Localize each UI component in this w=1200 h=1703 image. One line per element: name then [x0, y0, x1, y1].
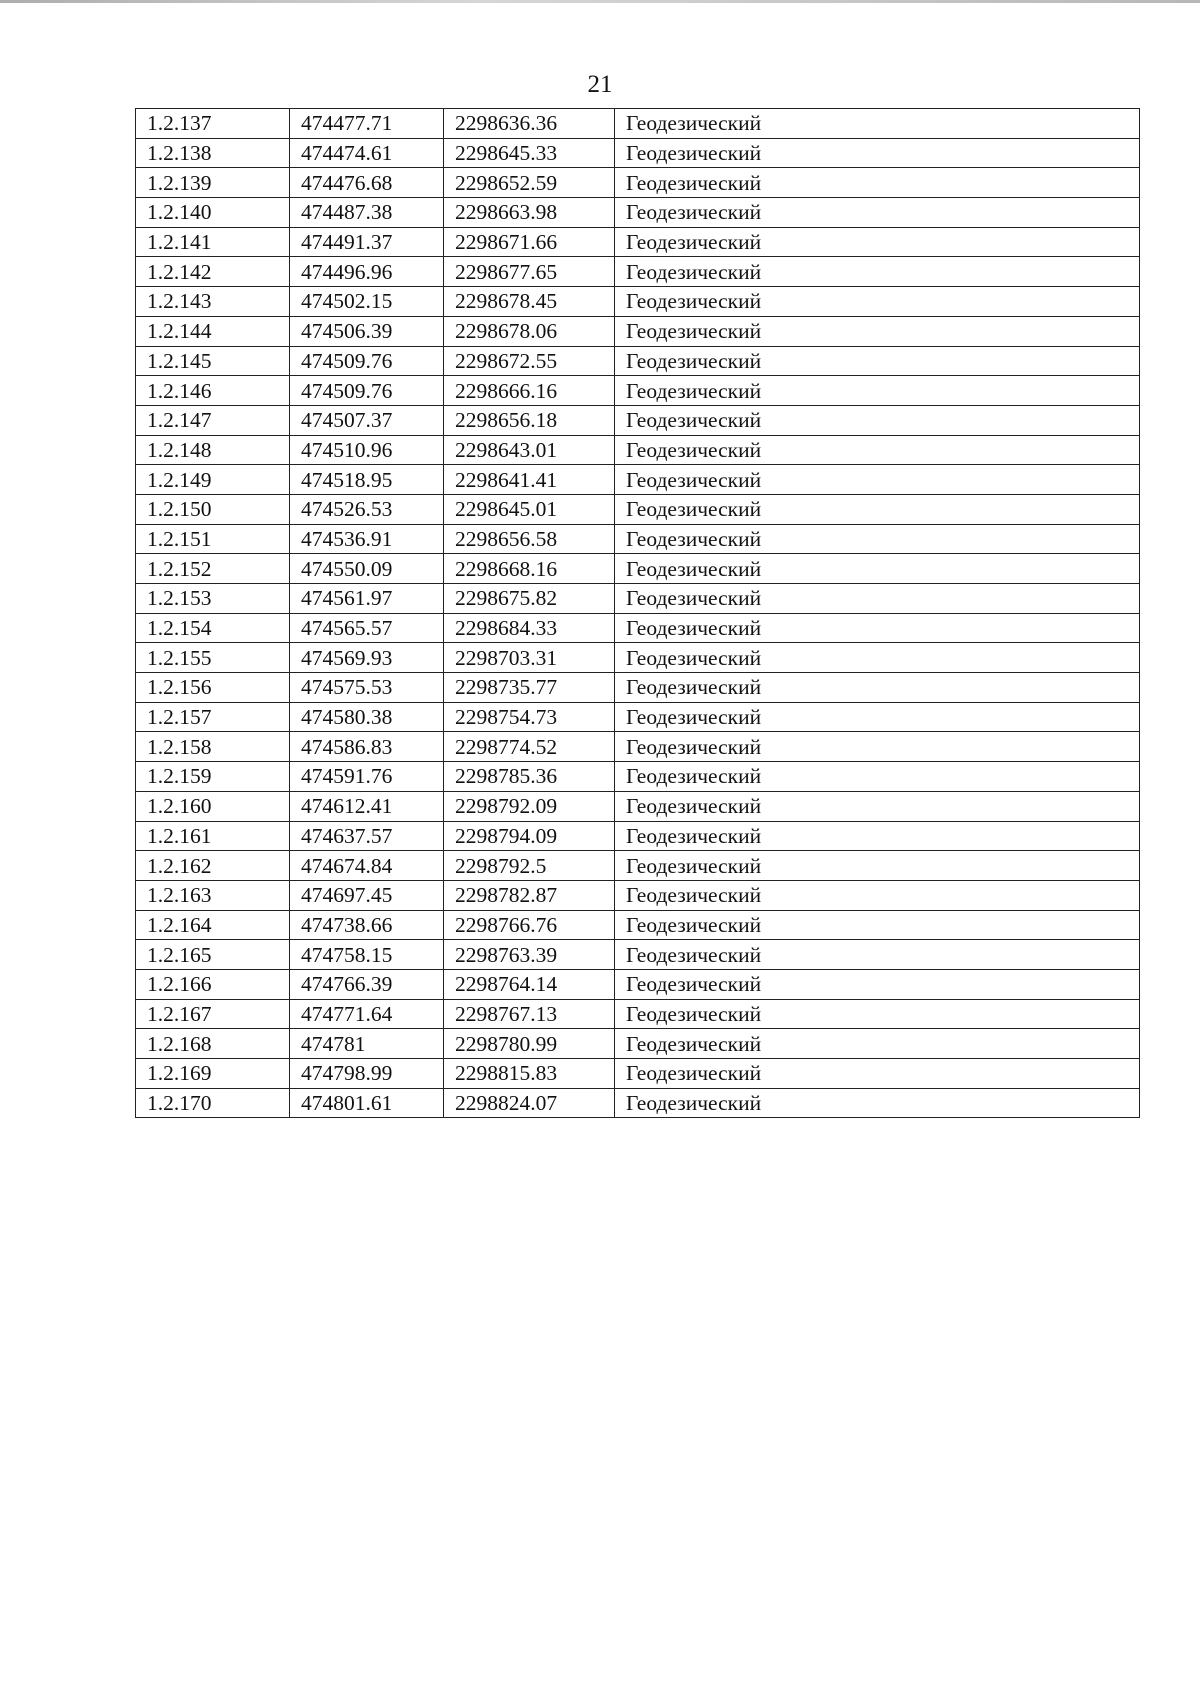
method-cell: Геодезический [615, 494, 1140, 524]
method-cell: Геодезический [615, 524, 1140, 554]
point-id-cell: 1.2.138 [136, 138, 290, 168]
point-id-cell: 1.2.159 [136, 762, 290, 792]
table-row [136, 673, 1140, 703]
table-row [136, 821, 1140, 851]
method-cell: Геодезический [615, 940, 1140, 970]
point-id-cell: 1.2.165 [136, 940, 290, 970]
y-coordinate-cell: 2298792.09 [444, 791, 615, 821]
y-coordinate-cell: 2298656.58 [444, 524, 615, 554]
method-cell: Геодезический [615, 732, 1140, 762]
point-id-cell: 1.2.140 [136, 198, 290, 228]
y-coordinate-cell: 2298678.45 [444, 287, 615, 317]
table-row [136, 257, 1140, 287]
method-cell: Геодезический [615, 969, 1140, 999]
y-coordinate-cell: 2298792.5 [444, 851, 615, 881]
point-id-cell: 1.2.163 [136, 880, 290, 910]
x-coordinate-cell: 474612.41 [290, 791, 444, 821]
point-id-cell: 1.2.164 [136, 910, 290, 940]
y-coordinate-cell: 2298754.73 [444, 702, 615, 732]
table-row [136, 1088, 1140, 1118]
method-cell: Геодезический [615, 910, 1140, 940]
method-cell: Геодезический [615, 435, 1140, 465]
x-coordinate-cell: 474781 [290, 1029, 444, 1059]
point-id-cell: 1.2.141 [136, 227, 290, 257]
point-id-cell: 1.2.153 [136, 584, 290, 614]
method-cell: Геодезический [615, 227, 1140, 257]
table-row [136, 910, 1140, 940]
y-coordinate-cell: 2298672.55 [444, 346, 615, 376]
x-coordinate-cell: 474477.71 [290, 109, 444, 139]
table-row [136, 999, 1140, 1029]
y-coordinate-cell: 2298764.14 [444, 969, 615, 999]
method-cell: Геодезический [615, 851, 1140, 881]
table-row [136, 524, 1140, 554]
point-id-cell: 1.2.166 [136, 969, 290, 999]
y-coordinate-cell: 2298677.65 [444, 257, 615, 287]
x-coordinate-cell: 474637.57 [290, 821, 444, 851]
table-row [136, 109, 1140, 139]
y-coordinate-cell: 2298636.36 [444, 109, 615, 139]
table-row [136, 969, 1140, 999]
method-cell: Геодезический [615, 1088, 1140, 1118]
table-row [136, 584, 1140, 614]
point-id-cell: 1.2.144 [136, 316, 290, 346]
point-id-cell: 1.2.170 [136, 1088, 290, 1118]
table-row [136, 198, 1140, 228]
y-coordinate-cell: 2298735.77 [444, 673, 615, 703]
point-id-cell: 1.2.150 [136, 494, 290, 524]
method-cell: Геодезический [615, 999, 1140, 1029]
x-coordinate-cell: 474502.15 [290, 287, 444, 317]
y-coordinate-cell: 2298645.33 [444, 138, 615, 168]
point-id-cell: 1.2.142 [136, 257, 290, 287]
y-coordinate-cell: 2298703.31 [444, 643, 615, 673]
y-coordinate-cell: 2298645.01 [444, 494, 615, 524]
point-id-cell: 1.2.156 [136, 673, 290, 703]
x-coordinate-cell: 474561.97 [290, 584, 444, 614]
y-coordinate-cell: 2298766.76 [444, 910, 615, 940]
x-coordinate-cell: 474509.76 [290, 376, 444, 406]
table-row [136, 376, 1140, 406]
x-coordinate-cell: 474509.76 [290, 346, 444, 376]
x-coordinate-cell: 474526.53 [290, 494, 444, 524]
table-row [136, 227, 1140, 257]
x-coordinate-cell: 474476.68 [290, 168, 444, 198]
y-coordinate-cell: 2298663.98 [444, 198, 615, 228]
method-cell: Геодезический [615, 821, 1140, 851]
table-row [136, 762, 1140, 792]
point-id-cell: 1.2.148 [136, 435, 290, 465]
point-id-cell: 1.2.145 [136, 346, 290, 376]
method-cell: Геодезический [615, 554, 1140, 584]
table-row [136, 643, 1140, 673]
table-row [136, 1029, 1140, 1059]
x-coordinate-cell: 474697.45 [290, 880, 444, 910]
x-coordinate-cell: 474586.83 [290, 732, 444, 762]
table-row [136, 732, 1140, 762]
y-coordinate-cell: 2298641.41 [444, 465, 615, 495]
method-cell: Геодезический [615, 376, 1140, 406]
point-id-cell: 1.2.155 [136, 643, 290, 673]
method-cell: Геодезический [615, 405, 1140, 435]
point-id-cell: 1.2.147 [136, 405, 290, 435]
point-id-cell: 1.2.149 [136, 465, 290, 495]
table-row [136, 346, 1140, 376]
coordinates-table-body [136, 109, 1140, 1118]
method-cell: Геодезический [615, 702, 1140, 732]
page-number: 21 [587, 71, 613, 98]
x-coordinate-cell: 474569.93 [290, 643, 444, 673]
method-cell: Геодезический [615, 198, 1140, 228]
table-row [136, 465, 1140, 495]
point-id-cell: 1.2.143 [136, 287, 290, 317]
method-cell: Геодезический [615, 762, 1140, 792]
point-id-cell: 1.2.169 [136, 1059, 290, 1089]
method-cell: Геодезический [615, 613, 1140, 643]
point-id-cell: 1.2.160 [136, 791, 290, 821]
y-coordinate-cell: 2298782.87 [444, 880, 615, 910]
y-coordinate-cell: 2298668.16 [444, 554, 615, 584]
x-coordinate-cell: 474674.84 [290, 851, 444, 881]
x-coordinate-cell: 474801.61 [290, 1088, 444, 1118]
y-coordinate-cell: 2298763.39 [444, 940, 615, 970]
y-coordinate-cell: 2298666.16 [444, 376, 615, 406]
method-cell: Геодезический [615, 346, 1140, 376]
x-coordinate-cell: 474550.09 [290, 554, 444, 584]
method-cell: Геодезический [615, 880, 1140, 910]
table-row [136, 940, 1140, 970]
point-id-cell: 1.2.158 [136, 732, 290, 762]
x-coordinate-cell: 474591.76 [290, 762, 444, 792]
y-coordinate-cell: 2298684.33 [444, 613, 615, 643]
y-coordinate-cell: 2298656.18 [444, 405, 615, 435]
method-cell: Геодезический [615, 1029, 1140, 1059]
method-cell: Геодезический [615, 1059, 1140, 1089]
x-coordinate-cell: 474771.64 [290, 999, 444, 1029]
method-cell: Геодезический [615, 465, 1140, 495]
table-row [136, 851, 1140, 881]
x-coordinate-cell: 474575.53 [290, 673, 444, 703]
point-id-cell: 1.2.162 [136, 851, 290, 881]
table-row [136, 287, 1140, 317]
x-coordinate-cell: 474536.91 [290, 524, 444, 554]
y-coordinate-cell: 2298675.82 [444, 584, 615, 614]
y-coordinate-cell: 2298780.99 [444, 1029, 615, 1059]
point-id-cell: 1.2.151 [136, 524, 290, 554]
method-cell: Геодезический [615, 168, 1140, 198]
x-coordinate-cell: 474580.38 [290, 702, 444, 732]
point-id-cell: 1.2.152 [136, 554, 290, 584]
y-coordinate-cell: 2298678.06 [444, 316, 615, 346]
x-coordinate-cell: 474506.39 [290, 316, 444, 346]
table-row [136, 554, 1140, 584]
y-coordinate-cell: 2298652.59 [444, 168, 615, 198]
x-coordinate-cell: 474518.95 [290, 465, 444, 495]
table-row [136, 880, 1140, 910]
method-cell: Геодезический [615, 791, 1140, 821]
x-coordinate-cell: 474496.96 [290, 257, 444, 287]
x-coordinate-cell: 474487.38 [290, 198, 444, 228]
x-coordinate-cell: 474474.61 [290, 138, 444, 168]
point-id-cell: 1.2.161 [136, 821, 290, 851]
x-coordinate-cell: 474565.57 [290, 613, 444, 643]
point-id-cell: 1.2.167 [136, 999, 290, 1029]
table-row [136, 702, 1140, 732]
point-id-cell: 1.2.154 [136, 613, 290, 643]
point-id-cell: 1.2.168 [136, 1029, 290, 1059]
x-coordinate-cell: 474798.99 [290, 1059, 444, 1089]
table-row [136, 435, 1140, 465]
table-row [136, 494, 1140, 524]
table-row [136, 791, 1140, 821]
table-row [136, 138, 1140, 168]
y-coordinate-cell: 2298643.01 [444, 435, 615, 465]
method-cell: Геодезический [615, 316, 1140, 346]
method-cell: Геодезический [615, 257, 1140, 287]
method-cell: Геодезический [615, 643, 1140, 673]
point-id-cell: 1.2.157 [136, 702, 290, 732]
x-coordinate-cell: 474491.37 [290, 227, 444, 257]
x-coordinate-cell: 474510.96 [290, 435, 444, 465]
y-coordinate-cell: 2298785.36 [444, 762, 615, 792]
y-coordinate-cell: 2298774.52 [444, 732, 615, 762]
coordinates-table [135, 108, 1140, 1118]
table-row [136, 405, 1140, 435]
y-coordinate-cell: 2298671.66 [444, 227, 615, 257]
scan-top-edge [0, 0, 1200, 3]
method-cell: Геодезический [615, 109, 1140, 139]
method-cell: Геодезический [615, 138, 1140, 168]
point-id-cell: 1.2.137 [136, 109, 290, 139]
y-coordinate-cell: 2298824.07 [444, 1088, 615, 1118]
method-cell: Геодезический [615, 673, 1140, 703]
table-row [136, 168, 1140, 198]
y-coordinate-cell: 2298767.13 [444, 999, 615, 1029]
point-id-cell: 1.2.146 [136, 376, 290, 406]
x-coordinate-cell: 474766.39 [290, 969, 444, 999]
y-coordinate-cell: 2298815.83 [444, 1059, 615, 1089]
point-id-cell: 1.2.139 [136, 168, 290, 198]
method-cell: Геодезический [615, 584, 1140, 614]
table-row [136, 316, 1140, 346]
table-row [136, 1059, 1140, 1089]
y-coordinate-cell: 2298794.09 [444, 821, 615, 851]
x-coordinate-cell: 474758.15 [290, 940, 444, 970]
x-coordinate-cell: 474507.37 [290, 405, 444, 435]
method-cell: Геодезический [615, 287, 1140, 317]
x-coordinate-cell: 474738.66 [290, 910, 444, 940]
table-row [136, 613, 1140, 643]
